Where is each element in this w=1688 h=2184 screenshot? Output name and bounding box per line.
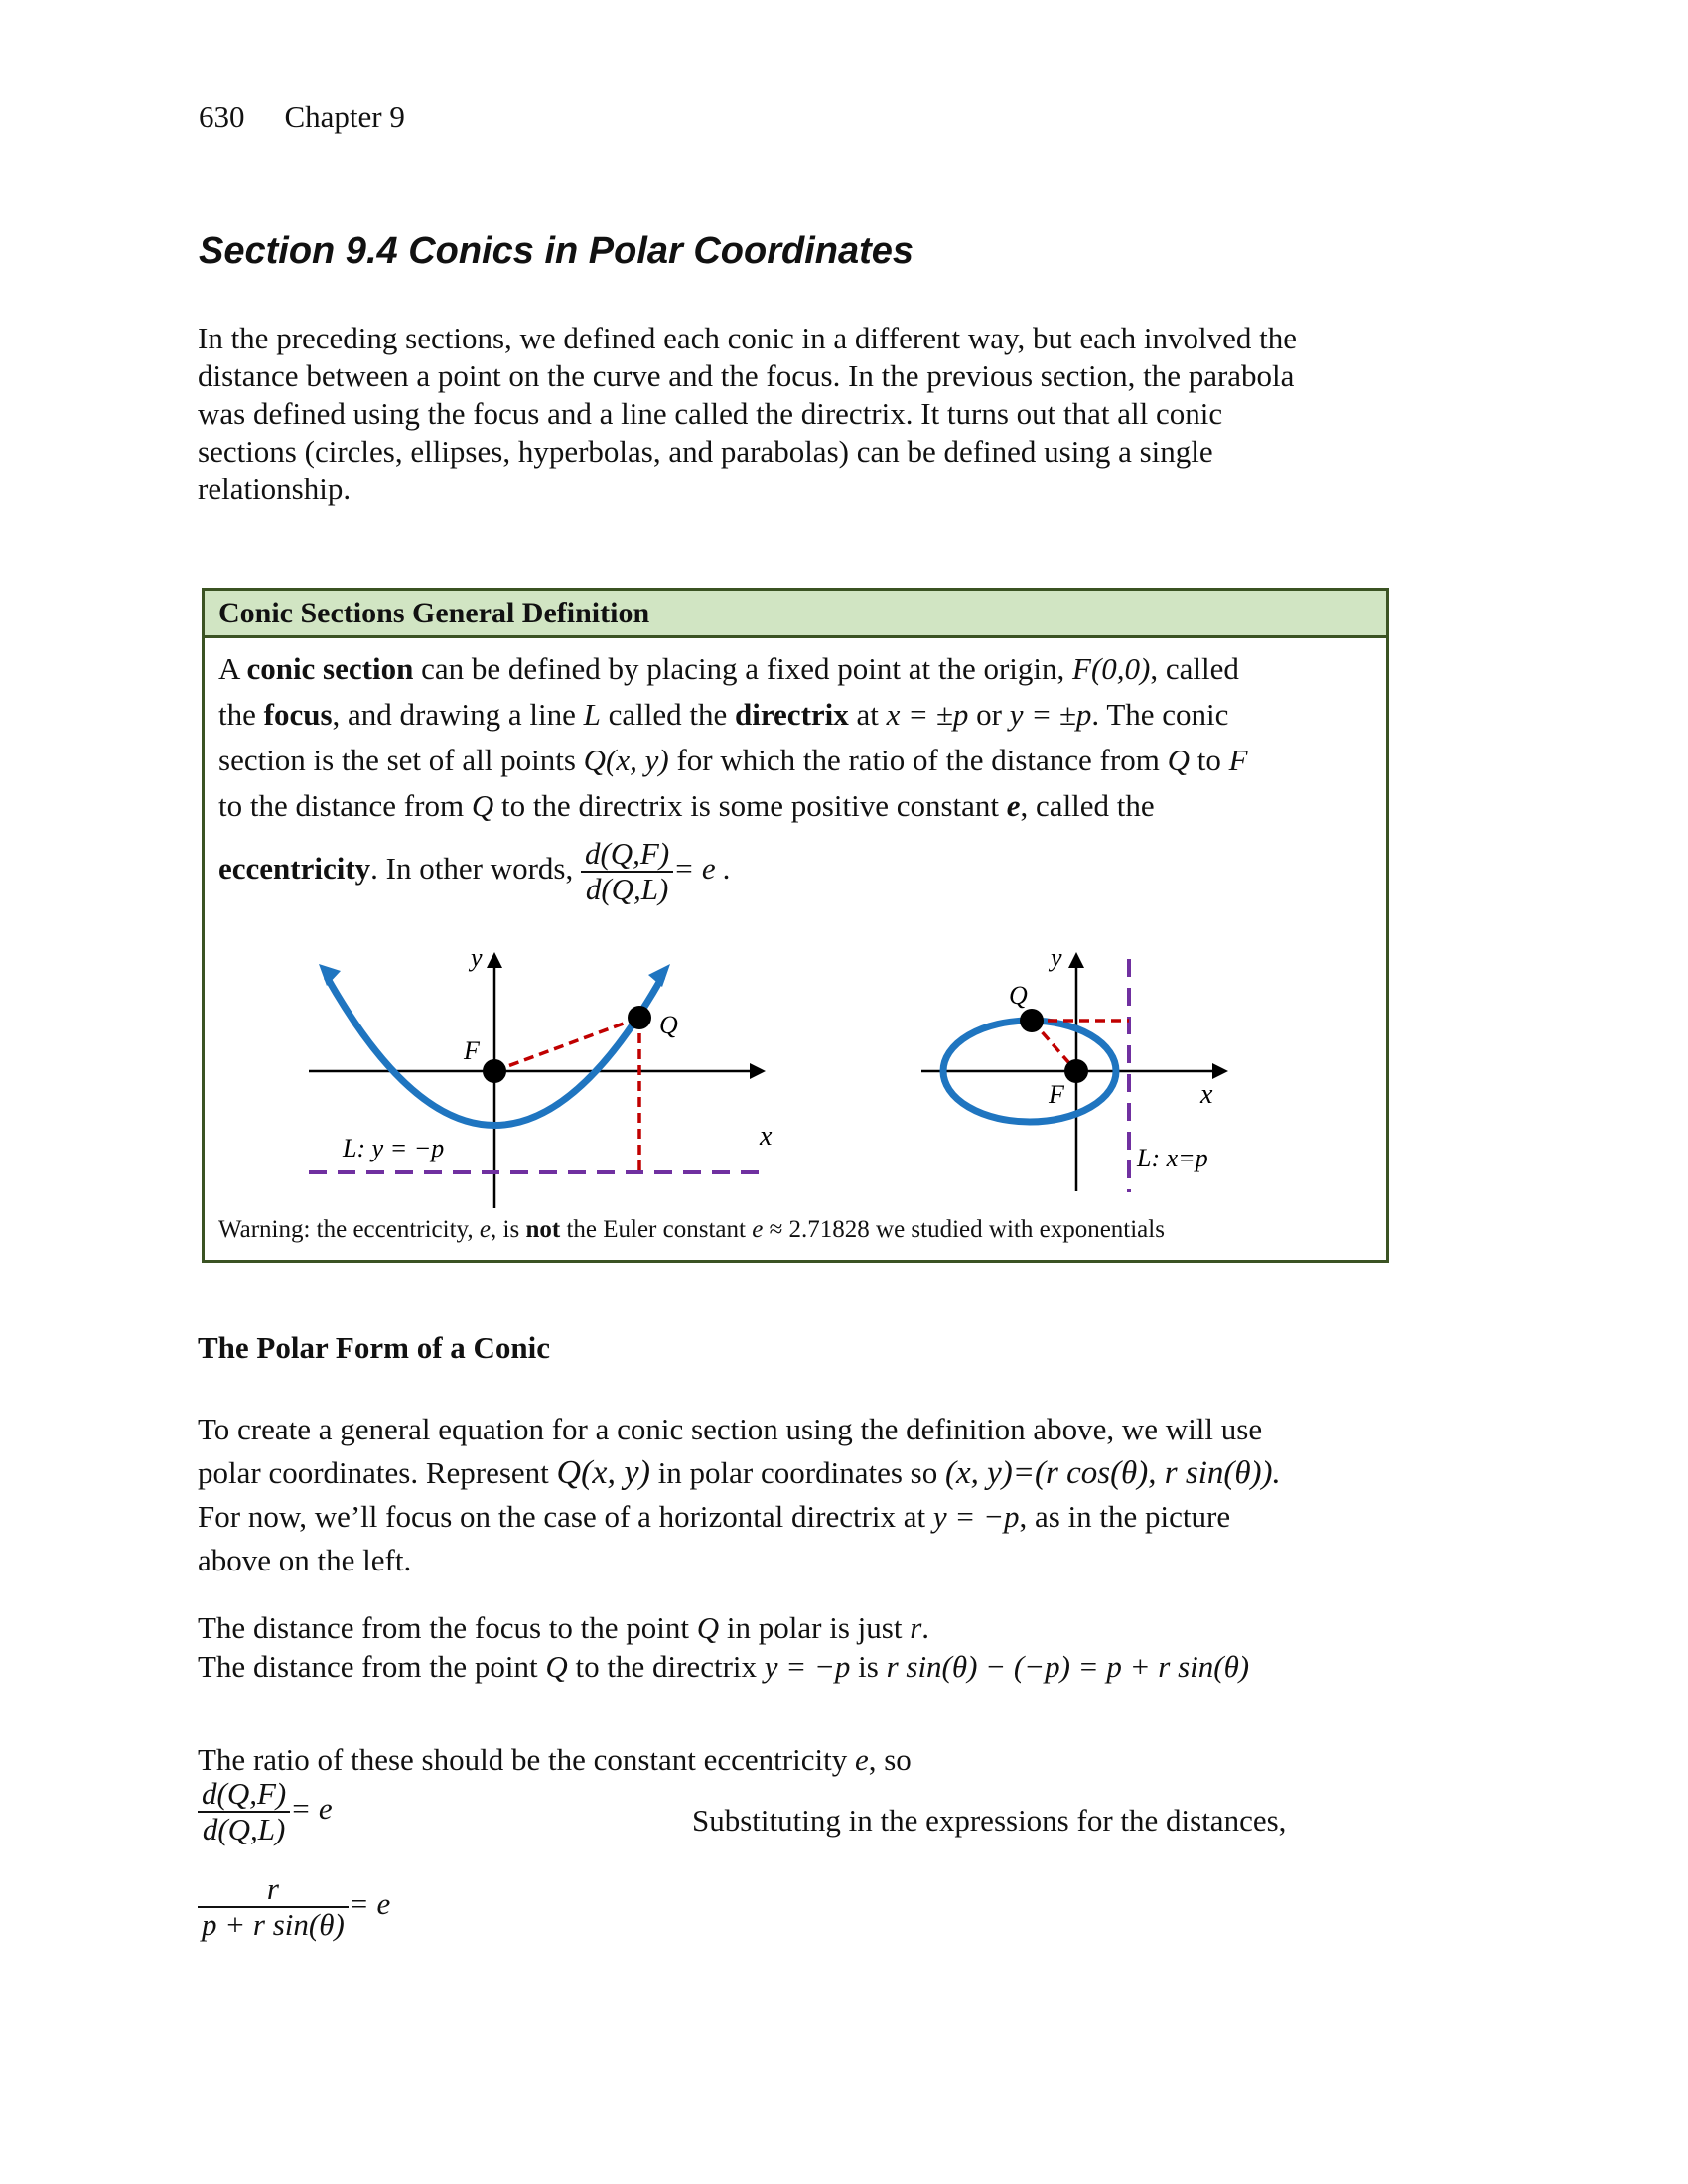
page-number: 630 bbox=[199, 99, 245, 134]
point-q bbox=[1020, 1009, 1044, 1032]
y-axis-label: y bbox=[1051, 943, 1062, 972]
section-title: Section 9.4 Conics in Polar Coordinates bbox=[199, 230, 914, 272]
polar-paragraph-2: The distance from the focus to the point Q in polar is just r. The distance from the point Q to the directrix y = −p is r sin(θ) − (−p) = p + r sin(θ) bbox=[198, 1610, 1250, 1684]
curve-arrow-right-icon bbox=[648, 964, 670, 987]
intro-line: relationship. bbox=[198, 472, 352, 506]
intro-line: sections (circles, ellipses, hyperbolas, and parabolas) can be defined using a single bbox=[198, 434, 1213, 469]
focus-label: F bbox=[464, 1036, 480, 1065]
point-q-label: Q bbox=[659, 1011, 678, 1039]
eccentricity-warning: Warning: the eccentricity, e, is not the Euler constant e ≈ 2.71828 we studied with exponentials bbox=[218, 1216, 1165, 1243]
polar-paragraph-3: The ratio of these should be the constant eccentricity e, so bbox=[198, 1742, 912, 1777]
definition-line-5: eccentricity. In other words, $\frac{d(Q,F)}{d(Q,L)}$ = e . bbox=[218, 835, 732, 906]
directrix-label: L: x=p bbox=[1137, 1144, 1208, 1172]
equation-substituted: $\frac{r}{\text{p + r sin(θ)}}$ = e bbox=[198, 1872, 390, 1942]
x-axis-arrow-icon bbox=[750, 1063, 766, 1079]
intro-line: distance between a point on the curve and the focus. In the previous section, the parabola bbox=[198, 358, 1295, 393]
eccentricity-fraction: $\frac{d(Q,F)}{d(Q,L)}$ bbox=[581, 837, 673, 906]
math-point-q: Q(x, y) bbox=[583, 743, 669, 777]
polar-form-heading: The Polar Form of a Conic bbox=[198, 1330, 551, 1365]
math-y-directrix: y = ±p bbox=[1009, 697, 1092, 732]
focus-label: F bbox=[1049, 1080, 1064, 1109]
definition-box-title: Conic Sections General Definition bbox=[218, 597, 650, 629]
chapter-label: Chapter 9 bbox=[284, 99, 405, 134]
directrix-label: L: y = −p bbox=[343, 1134, 445, 1162]
definition-line-1: A conic section can be defined by placing a fixed point at the origin, F(0,0), called bbox=[218, 651, 1239, 686]
conic-diagrams bbox=[3, 3, 1688, 1294]
intro-line: was defined using the focus and a line called the directrix. It turns out that all conic bbox=[198, 396, 1223, 431]
x-axis-arrow-icon bbox=[1212, 1063, 1228, 1079]
math-focus-point: F(0,0) bbox=[1072, 651, 1151, 686]
term-focus: focus bbox=[263, 697, 333, 732]
focus-point bbox=[1064, 1059, 1088, 1083]
point-q bbox=[628, 1006, 651, 1029]
x-axis-label: x bbox=[760, 1121, 773, 1152]
definition-line-3: section is the set of all points Q(x, y) for which the ratio of the distance from Q to F bbox=[218, 743, 1248, 777]
definition-box bbox=[202, 588, 1389, 1263]
curve-arrow-left-icon bbox=[319, 964, 341, 986]
focus-point bbox=[483, 1059, 506, 1083]
term-directrix: directrix bbox=[735, 697, 849, 732]
x-axis-label: x bbox=[1200, 1079, 1213, 1110]
math-polar-conversion: (x, y)=(r cos(θ), r sin(θ)). bbox=[944, 1455, 1281, 1491]
intro-line: In the preceding sections, we defined each conic in a different way, but each involved the bbox=[198, 321, 1297, 355]
definition-line-2: the focus, and drawing a line L called the directrix at x = ±p or y = ±p. The conic bbox=[218, 697, 1229, 732]
parabola-diagram bbox=[309, 943, 773, 1208]
y-axis-arrow-icon bbox=[487, 952, 502, 968]
math-directrix: y = −p bbox=[932, 1499, 1020, 1534]
math-distance-expression: r sin(θ) − (−p) = p + r sin(θ) bbox=[886, 1649, 1250, 1684]
math-point-q: Q(x, y) bbox=[556, 1454, 650, 1491]
math-x-directrix: x = ±p bbox=[886, 697, 969, 732]
polar-paragraph-1: To create a general equation for a conic section using the definition above, we will use polar coordinates. Represent Q(x, y) in polar coordinates so (x, y)=(r cos(θ), r sin(θ)). For now, we’ll focus on the case of a horizontal directrix at y = −p, as in the picture above on the left. bbox=[198, 1412, 1281, 1577]
term-eccentricity: eccentricity bbox=[218, 851, 371, 886]
math-directrix: y = −p bbox=[764, 1649, 851, 1684]
substituting-text: Substituting in the expressions for the distances, bbox=[692, 1803, 1287, 1838]
ellipse-diagram bbox=[921, 943, 1228, 1192]
equation-ratio: $\frac{d(Q,F)}{d(Q,L)}$ = e bbox=[198, 1777, 333, 1846]
definition-line-4: to the distance from Q to the directrix is some positive constant e, called the bbox=[218, 788, 1155, 823]
point-q-label: Q bbox=[1009, 981, 1028, 1010]
y-axis-label: y bbox=[471, 943, 483, 972]
term-conic-section: conic section bbox=[246, 651, 414, 686]
y-axis-arrow-icon bbox=[1068, 952, 1084, 968]
